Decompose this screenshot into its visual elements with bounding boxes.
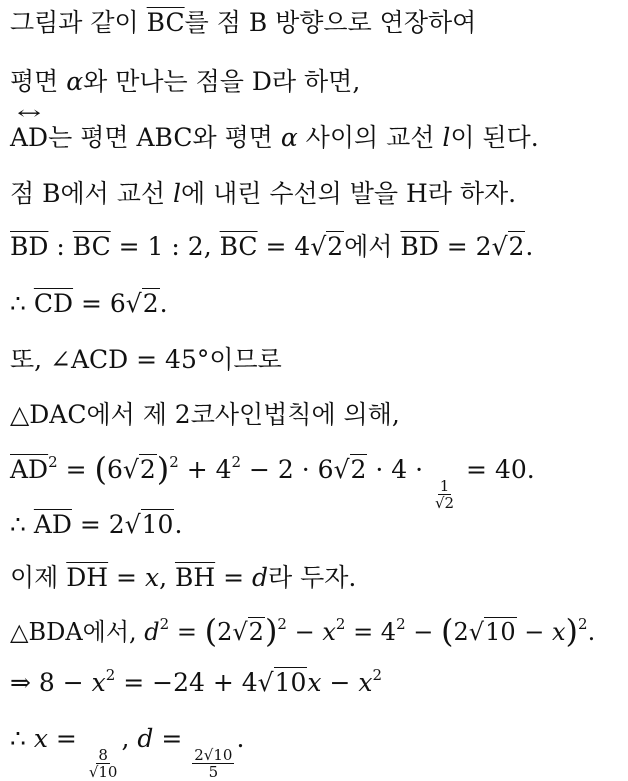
segment-ad: $\overline{AD}$ (10, 455, 49, 484)
var-x: x (91, 668, 106, 697)
exponent: 2 (372, 666, 383, 684)
text: △BDA에서, (10, 618, 145, 646)
text: . (587, 618, 596, 646)
var-x: x (33, 724, 48, 753)
text: 또, ∠ACD = 45°이므로 (10, 345, 282, 374)
var-x: x (322, 618, 336, 646)
text: 점 B에서 교선 (10, 179, 173, 208)
text: = 6 (73, 289, 126, 318)
fraction: $\frac{8}{√10}$ (88, 746, 118, 781)
segment-bc: $\overline{BC}$ (146, 8, 185, 37)
text: = (108, 563, 145, 592)
var-d: d (252, 563, 269, 592)
line-2 (10, 65, 624, 99)
exponent: 2 (105, 666, 116, 684)
sqrt: √2 (125, 289, 159, 318)
line-9 (10, 452, 624, 511)
text: = 2 (71, 510, 125, 539)
text: . (236, 724, 245, 753)
exponent: 2 (159, 615, 170, 633)
text: = 1 : 2, (110, 232, 220, 261)
text: . (525, 232, 534, 261)
line-11 (10, 561, 624, 595)
text: = (153, 724, 191, 753)
paren: ( (204, 612, 218, 650)
line-3 (10, 121, 624, 155)
fraction: $\frac{1}{√2}$ (435, 477, 455, 512)
text: = 2 (438, 232, 492, 261)
text: ⇒ 8 − (10, 668, 92, 697)
text: 는 평면 ABC와 평면 (48, 123, 281, 152)
text: = (47, 724, 85, 753)
text: 이제 (10, 563, 67, 592)
text: 라 두자. (268, 563, 357, 592)
text: △DAC에서 제 2코사인법칙에 의해, (10, 400, 400, 429)
sqrt: √2 (491, 232, 525, 261)
text: 그림과 같이 (10, 8, 147, 37)
text: − (516, 618, 552, 646)
paren: ( (94, 450, 107, 488)
paren: ) (565, 612, 579, 650)
line-12 (10, 614, 624, 649)
text: 6 (106, 455, 123, 484)
segment-bc: $\overline{BC}$ (219, 232, 258, 261)
alpha-symbol: α (280, 123, 298, 152)
segment-ad: $\overline{AD}$ (33, 510, 72, 539)
text: = 4 (257, 232, 311, 261)
text: 를 점 B 방향으로 연장하여 (184, 8, 477, 37)
exponent: 2 (277, 615, 287, 633)
segment-bd: $\overline{BD}$ (400, 232, 439, 261)
sqrt: √10 (124, 510, 174, 539)
var-d: d (144, 618, 160, 646)
var-x: x (358, 668, 373, 697)
line-7 (10, 343, 624, 377)
line-6 (10, 287, 624, 321)
text: − (405, 618, 441, 646)
text: − 2 · 6 (241, 455, 334, 484)
line-13 (10, 666, 624, 700)
var-x: x (307, 668, 322, 697)
text: − (321, 668, 359, 697)
var-l: l (172, 179, 181, 208)
line-5 (10, 230, 624, 264)
line-4 (10, 177, 624, 211)
var-d: d (137, 724, 154, 753)
line-1 (10, 6, 624, 40)
fraction: $\frac{2√10}{5}$ (194, 746, 233, 781)
text: , (159, 563, 175, 592)
line-ad: ↔ AD (10, 121, 48, 155)
sqrt: √10 (257, 668, 307, 697)
text: = −24 + 4 (115, 668, 258, 697)
text: = (215, 563, 252, 592)
text: ∴ (10, 289, 34, 318)
sqrt: √2 (122, 455, 156, 484)
segment-bh: $\overline{BH}$ (174, 563, 216, 592)
text: = (169, 618, 205, 646)
text: 와 만나는 점을 D라 하면, (83, 67, 361, 96)
exponent: 2 (169, 453, 179, 471)
text: 2 (217, 618, 233, 646)
text: · 4 · (367, 455, 431, 484)
text: = 4 (345, 618, 397, 646)
text: . (174, 510, 183, 539)
var-x: x (144, 563, 160, 592)
text: ∴ (10, 724, 34, 753)
sqrt: √2 (333, 455, 367, 484)
exponent: 2 (48, 453, 58, 471)
line-10 (10, 508, 624, 542)
paren: ) (156, 450, 170, 488)
sqrt: √10 (468, 618, 516, 646)
line-14 (10, 722, 624, 780)
var-l: l (442, 123, 451, 152)
text: 평면 (10, 67, 67, 96)
exponent: 2 (231, 453, 242, 471)
text: 사이의 교선 (297, 123, 443, 152)
text: 에 내린 수선의 발을 H라 하자. (180, 179, 517, 208)
segment-dh: $\overline{DH}$ (66, 563, 109, 592)
text: = (57, 455, 95, 484)
segment-cd: $\overline{CD}$ (33, 289, 74, 318)
text: 에서 (344, 232, 401, 261)
text: + 4 (178, 455, 232, 484)
exponent: 2 (396, 615, 406, 633)
line-8 (10, 398, 624, 432)
text: 이 된다. (450, 123, 539, 152)
text: = 40. (458, 455, 535, 484)
text: ∴ (10, 510, 34, 539)
segment-bd: $\overline{BD}$ (10, 232, 49, 261)
text: , (121, 724, 138, 753)
exponent: 2 (578, 615, 588, 633)
paren: ) (264, 612, 278, 650)
text: − (286, 618, 323, 646)
segment-bc: $\overline{BC}$ (72, 232, 111, 261)
sqrt: √2 (310, 232, 344, 261)
alpha-symbol: α (66, 67, 84, 96)
text: : (48, 232, 73, 261)
sqrt: √2 (232, 618, 264, 646)
exponent: 2 (335, 615, 346, 633)
text: . (159, 289, 168, 318)
paren: ( (441, 612, 454, 650)
var-x: x (551, 618, 566, 646)
text: 2 (453, 618, 469, 646)
